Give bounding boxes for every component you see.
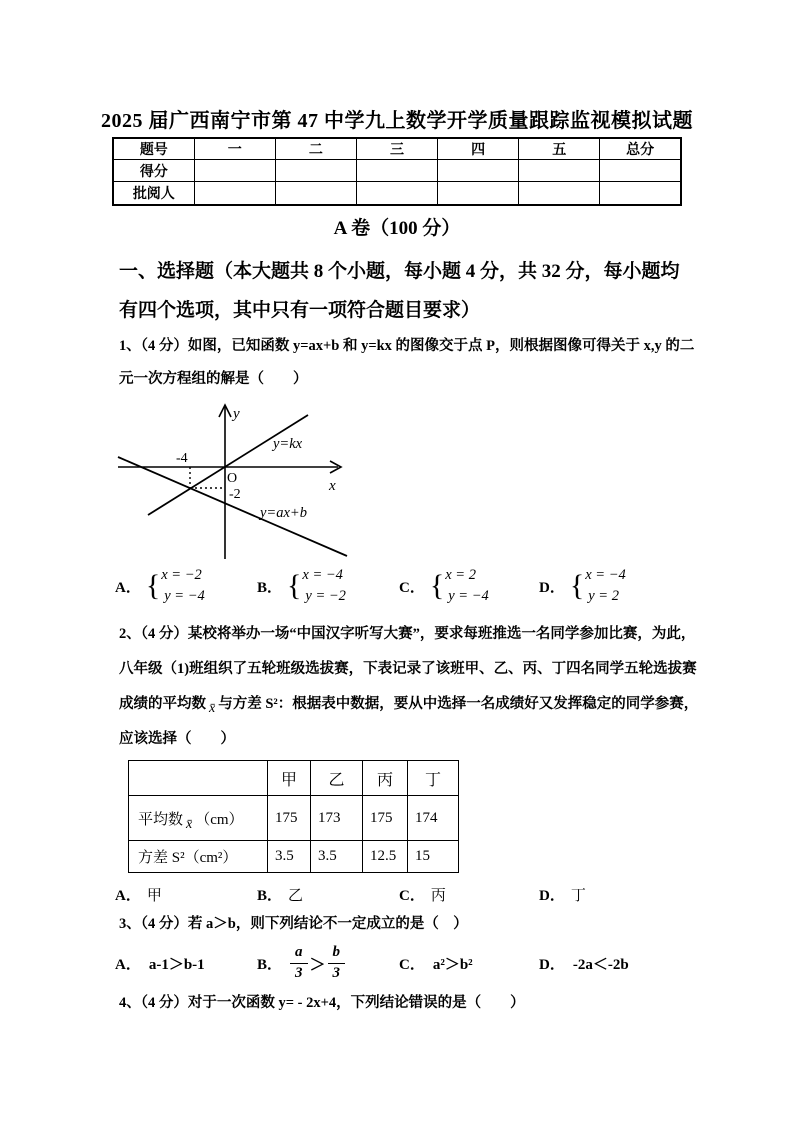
score-row-reviewer xyxy=(113,182,681,205)
score-empty-cell xyxy=(519,160,600,182)
q2-option-c xyxy=(399,884,539,905)
greater-than-sign: ＞ xyxy=(309,956,326,974)
x-bar-symbol: x̄ xyxy=(209,701,216,716)
score-empty-cell xyxy=(356,160,437,182)
score-table xyxy=(112,137,682,206)
q1-options xyxy=(115,560,626,612)
origin-label: O xyxy=(227,471,238,486)
variance-value: 3.5 xyxy=(311,841,363,873)
q2-header-yi: 乙 xyxy=(311,761,363,796)
score-empty-cell xyxy=(194,160,275,182)
question2-line1: 2、（4 分）某校将举办一场“中国汉字听写大赛”，要求每班推选一名同学参加比赛，为此， xyxy=(119,626,696,642)
score-header-5: 五 xyxy=(519,138,600,160)
option-letter: A． xyxy=(115,956,141,973)
question2-line3 xyxy=(119,687,698,722)
section1-heading-line2: 有四个选项，其中只有一项符合题目要求） xyxy=(119,300,481,321)
x-tick-label: -4 xyxy=(176,451,188,466)
q2-mean-label xyxy=(129,796,268,841)
option-formula: a-1＞b-1 xyxy=(148,956,205,973)
q1-graph xyxy=(110,396,350,564)
question3-line1: 3、（4 分）若 a＞b，则下列结论不一定成立的是（ ） xyxy=(119,916,468,932)
system-brace: { xyxy=(569,569,585,602)
equation-x: x = −4 xyxy=(302,567,343,583)
y-tick-label: -2 xyxy=(229,487,241,502)
q3-option-d xyxy=(539,953,629,974)
question1-line1: 1、（4 分）如图，已知函数 y=ax+b 和 y=kx 的图像交于点 P，则根据图像可得关于 x,y 的二 xyxy=(119,338,695,354)
q1-option-c xyxy=(399,565,539,607)
option-letter: D． xyxy=(539,579,565,596)
option-letter: B． xyxy=(257,887,283,904)
mean-value: 175 xyxy=(363,796,408,841)
fraction-numerator: b xyxy=(328,943,346,965)
equation-system xyxy=(161,565,205,607)
q2-option-a xyxy=(115,884,257,905)
q1-option-a xyxy=(115,565,257,607)
option-letter: D． xyxy=(539,887,565,904)
mean-label-prefix: 平均数 xyxy=(138,811,184,828)
score-header-qnum: 题号 xyxy=(113,138,194,160)
score-row-points xyxy=(113,160,681,182)
option-letter: A． xyxy=(115,887,141,904)
q2-line3-suffix: 与方差 S²：根据表中数据，要从中选择一名成绩好又发挥稳定的同学参赛， xyxy=(218,696,699,712)
variance-value: 12.5 xyxy=(363,841,408,873)
option-letter: B． xyxy=(257,579,283,596)
fraction-b-over-3 xyxy=(328,943,346,984)
section1-heading-line1: 一、选择题（本大题共 8 个小题，每小题 4 分，共 32 分，每小题均 xyxy=(119,261,680,282)
equation-y: y = 2 xyxy=(588,588,619,604)
system-brace: { xyxy=(429,569,445,602)
question2-text xyxy=(119,617,698,757)
score-empty-cell xyxy=(519,182,600,205)
question2-line4: 应该选择（ ） xyxy=(119,731,235,747)
option-formula: a²＞b² xyxy=(432,956,473,973)
mean-label-suffix: （cm） xyxy=(195,811,244,828)
option-letter: C． xyxy=(399,887,425,904)
variance-value: 3.5 xyxy=(268,841,311,873)
score-empty-cell xyxy=(356,182,437,205)
q2-header-jia: 甲 xyxy=(268,761,311,796)
equation-system xyxy=(445,565,489,607)
question4-text xyxy=(119,988,525,1018)
q3-option-b xyxy=(257,943,399,984)
equation-y: y = −4 xyxy=(448,588,489,604)
q3-option-c xyxy=(399,953,539,974)
system-brace: { xyxy=(145,569,161,602)
equation-system xyxy=(585,565,626,607)
x-bar-symbol: x̄ xyxy=(186,816,193,832)
question1-line2: 元一次方程组的解是（ ） xyxy=(119,371,308,387)
score-table-header-row xyxy=(113,138,681,160)
equation-x: x = 2 xyxy=(445,567,476,583)
q3-options xyxy=(115,936,629,990)
score-empty-cell xyxy=(600,160,681,182)
q2-row-variance xyxy=(129,841,459,873)
score-empty-cell xyxy=(194,182,275,205)
fraction-denominator: 3 xyxy=(332,965,341,981)
equation-system xyxy=(302,565,346,607)
score-header-1: 一 xyxy=(194,138,275,160)
mean-value: 174 xyxy=(408,796,459,841)
page-title: 2025 届广西南宁市第 47 中学九上数学开学质量跟踪监视模拟试题 xyxy=(101,110,693,132)
score-empty-cell xyxy=(275,182,356,205)
q2-option-b xyxy=(257,884,399,905)
score-header-3: 三 xyxy=(356,138,437,160)
section1-heading xyxy=(119,252,680,330)
question1-text xyxy=(119,330,694,396)
score-header-2: 二 xyxy=(275,138,356,160)
score-row-label: 得分 xyxy=(113,160,194,182)
equation-x: x = −4 xyxy=(585,567,626,583)
option-letter: D． xyxy=(539,956,565,973)
q2-table-header-row xyxy=(129,761,459,796)
option-value: 乙 xyxy=(288,887,304,904)
axb-line-label: y=ax+b xyxy=(260,505,307,521)
q1-option-d xyxy=(539,565,626,607)
variance-value: 15 xyxy=(408,841,459,873)
fraction-denominator: 3 xyxy=(295,965,303,981)
fraction-a-over-3 xyxy=(290,943,308,984)
score-empty-cell xyxy=(438,160,519,182)
q2-header-bing: 丙 xyxy=(363,761,408,796)
q2-line3-prefix: 成绩的平均数 xyxy=(119,696,206,712)
option-letter: C． xyxy=(399,579,425,596)
x-axis-label: x xyxy=(329,478,336,494)
q2-header-empty xyxy=(129,761,268,796)
q3-option-a xyxy=(115,953,257,974)
paper-section-label: A 卷（100 分） xyxy=(333,218,461,239)
score-row-label: 批阅人 xyxy=(113,182,194,205)
equation-y: y = −4 xyxy=(164,588,205,604)
option-value: 丙 xyxy=(430,887,446,904)
option-letter: C． xyxy=(399,956,425,973)
score-empty-cell xyxy=(600,182,681,205)
mean-value: 173 xyxy=(311,796,363,841)
q2-variance-label: 方差 S²（cm²） xyxy=(129,841,268,873)
y-axis-label: y xyxy=(233,406,240,422)
q2-header-ding: 丁 xyxy=(408,761,459,796)
score-empty-cell xyxy=(275,160,356,182)
kx-line-label: y=kx xyxy=(273,436,303,452)
question2-line2: 八年级（1)班组织了五轮班级选拔赛，下表记录了该班甲、乙、丙、丁四名同学五轮选拔赛 xyxy=(119,661,697,677)
score-empty-cell xyxy=(438,182,519,205)
option-formula: -2a＜-2b xyxy=(572,956,629,973)
option-value: 甲 xyxy=(146,887,162,904)
q2-data-table xyxy=(128,760,459,873)
line-y-kx xyxy=(148,415,308,515)
mean-value: 175 xyxy=(268,796,311,841)
question4-line1: 4、（4 分）对于一次函数 y= - 2x+4，下列结论错误的是（ ） xyxy=(119,995,525,1011)
score-header-total: 总分 xyxy=(600,138,681,160)
q2-option-d xyxy=(539,884,586,905)
system-brace: { xyxy=(287,569,302,602)
q1-option-b xyxy=(257,565,399,607)
equation-y: y = −2 xyxy=(305,588,346,604)
score-header-4: 四 xyxy=(438,138,519,160)
equation-x: x = −2 xyxy=(161,567,202,583)
q2-options xyxy=(115,883,586,905)
q2-row-mean xyxy=(129,796,459,841)
option-letter: A． xyxy=(115,579,141,596)
option-letter: B． xyxy=(257,956,283,973)
option-value: 丁 xyxy=(570,887,586,904)
fraction-numerator: a xyxy=(290,943,308,965)
question3-text xyxy=(119,909,468,939)
